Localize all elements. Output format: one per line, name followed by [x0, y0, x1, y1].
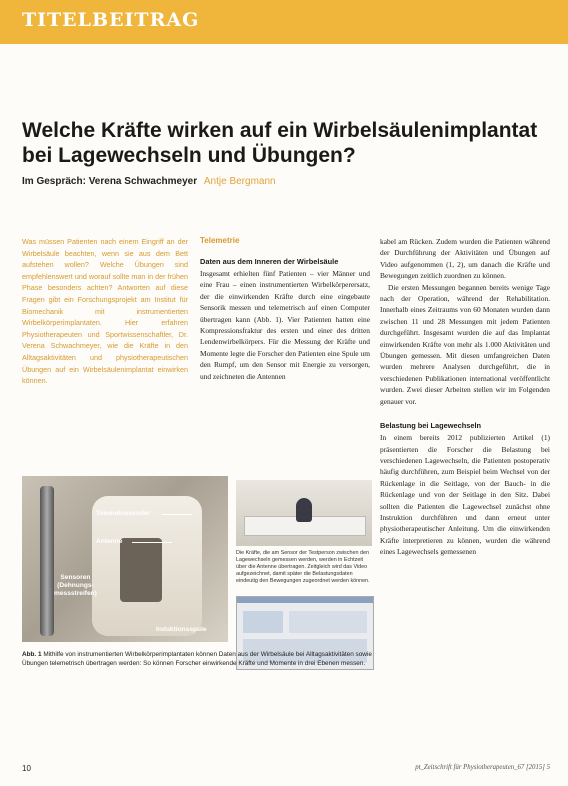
side-caption: Die Kräfte, die am Sensor der Testperson zwischen den Lagewechseln gemessen werden, werden in Echtzeit über die Antenne übertragen. Zeitgleich wird das Video aufgezeichnet, damit später die Belastungsdaten eindeutig den Bewegungen zugeordnet werden können.	[236, 550, 370, 584]
label-antenna: Antenne	[96, 538, 123, 545]
screen-panel	[289, 611, 367, 633]
body-paragraph: In einem bereits 2012 publizierten Artikel (1) präsentierten die Forscher die Belastung bei verschiedenen Lagewechseln, die Patienten postoperativ häufig durchführen, zum Beispiel beim Wechsel von der Rückenlage in die Seitlage, von der Bauch- in die Rückenlage und von der Seitlage in den Sitz. Dabei sollten die Patienten die Lagewechsel zunächst ohne Instruktion durchführen und dann erneut unter physiotherapeutischer Anleitung. Um die einwirkenden Kräfte interpretieren zu können, wurden die während eines Lagewechsels gemessenen	[380, 433, 550, 557]
implant-core	[120, 538, 162, 602]
patient-shape	[296, 498, 312, 522]
figure-1	[22, 476, 372, 758]
implant-photo	[22, 476, 228, 642]
label-sensor-line: messstreifen)	[54, 590, 97, 597]
screen-bar	[237, 597, 373, 603]
column-2	[200, 236, 370, 382]
section-label: TITELBEITRAG	[22, 9, 200, 31]
screen-panel	[243, 611, 283, 633]
caption-body: Mithilfe von instrumentierten Wirbelkörperimplantaten können Daten aus der Wirbelsäule bei Alltagsaktivitäten sowie Übungen telemetrisch übertragen werden: So können Forscher einwirkende Kräfte und Momente in drei Ebenen messen.	[22, 651, 372, 668]
patient-photo	[236, 480, 372, 546]
label-sensor-line: (Dehnungs-	[57, 582, 94, 589]
column-3	[380, 236, 550, 558]
byline-interview: Im Gespräch: Verena Schwachmeyer	[22, 176, 198, 187]
telemetry-heading: Telemetrie	[200, 236, 240, 245]
label-telemetry: Telemetriesender	[96, 510, 151, 517]
label-pointer	[132, 542, 172, 543]
subheading-position-change: Belastung bei Lagewechseln	[380, 421, 482, 431]
byline-author: Antje Bergmann	[203, 176, 276, 187]
body-paragraph: Insgesamt erhielten fünf Patienten – vier Männer und eine Frau – einen instrumentierten Wirbelkörperersatz, der die einwirkenden Kräfte durch eine eingebaute Sensorik messen und telemetrisch auf einen Computer übertragen kann (Abb. 1). Vier Patienten hatten eine Kompressionsfraktur des ersten und einer des dritten Lendenwirbelkörpers. Für die Messung der Kräfte und Momente legte die Forscher den Patienten eine Spule um den Rumpf, um den Sensor mit Energie zu versorgen, und zeichneten die Antennen	[200, 269, 370, 381]
label-sensor	[54, 574, 97, 598]
subheading-data: Daten aus dem Inneren der Wirbelsäule	[200, 257, 339, 266]
label-sensor-line: Sensoren	[60, 574, 91, 581]
article-title: Welche Kräfte wirken auf ein Wirbelsäulenimplantat bei Lagewechseln und Übungen?	[22, 119, 538, 167]
body-paragraph: kabel am Rücken. Zudem wurden die Patienten während der Durchführung der Aktivitäten und Übungen auf Video aufgenommen (1, 2), um danach die Kräfte und Bewegungen zeitlich zuordnen zu können.	[380, 237, 550, 281]
caption-label: Abb. 1	[22, 651, 42, 658]
figure-caption-text	[22, 650, 372, 669]
implant-rod	[40, 486, 54, 636]
label-pointer	[162, 514, 192, 515]
page-number: 10	[22, 764, 31, 773]
body-paragraph: Die ersten Messungen begannen bereits wenige Tage nach der Operation, während der Rehabilitation. Innerhalb eines Zeitraums von 60 Monaten wurden dann zwischen 11 und 28 Messungen mit jedem Patienten durchgeführt. Insgesamt wurden die auf das Implantat einwirkenden Kräfte von mehr als 1.000 Aktivitäten und Übungen gemessen. Mit diesen umfangreichen Daten wurden mehrere Analysen durchgeführt, die in verschiedenen Publikationen international veröffentlicht wurden. Zwei dieser Arbeiten stellen wir im Folgenden genauer vor.	[380, 282, 550, 406]
byline	[22, 176, 276, 187]
journal-footer: pt_Zeitschrift für Physiotherapeuten_67 [2015] 5	[415, 764, 550, 771]
intro-text: Was müssen Patienten nach einem Eingriff an der Wirbelsäule beachten, wenn sie aus dem Bett aufstehen wollen? Welche Übungen sind empfehlenswert und worauf sollte man in der frühen Phase besonders achten? Antworten auf diese Fragen gibt ein Forschungsprojekt am Institut für Biomechanik mit instrumentierten Wirbelkörperimplantaten. Hier erfahren Physiotherapeuten und Sportwissenschaftler, Dr. Verena Schwachmeyer, wie die Kräfte in den Alltagsaktivitäten und physiotherapeutischen Übungen auf ein Wirbelsäulenimplantat einwirken können.	[22, 237, 188, 386]
label-coil: Induktionsspule	[156, 626, 207, 633]
